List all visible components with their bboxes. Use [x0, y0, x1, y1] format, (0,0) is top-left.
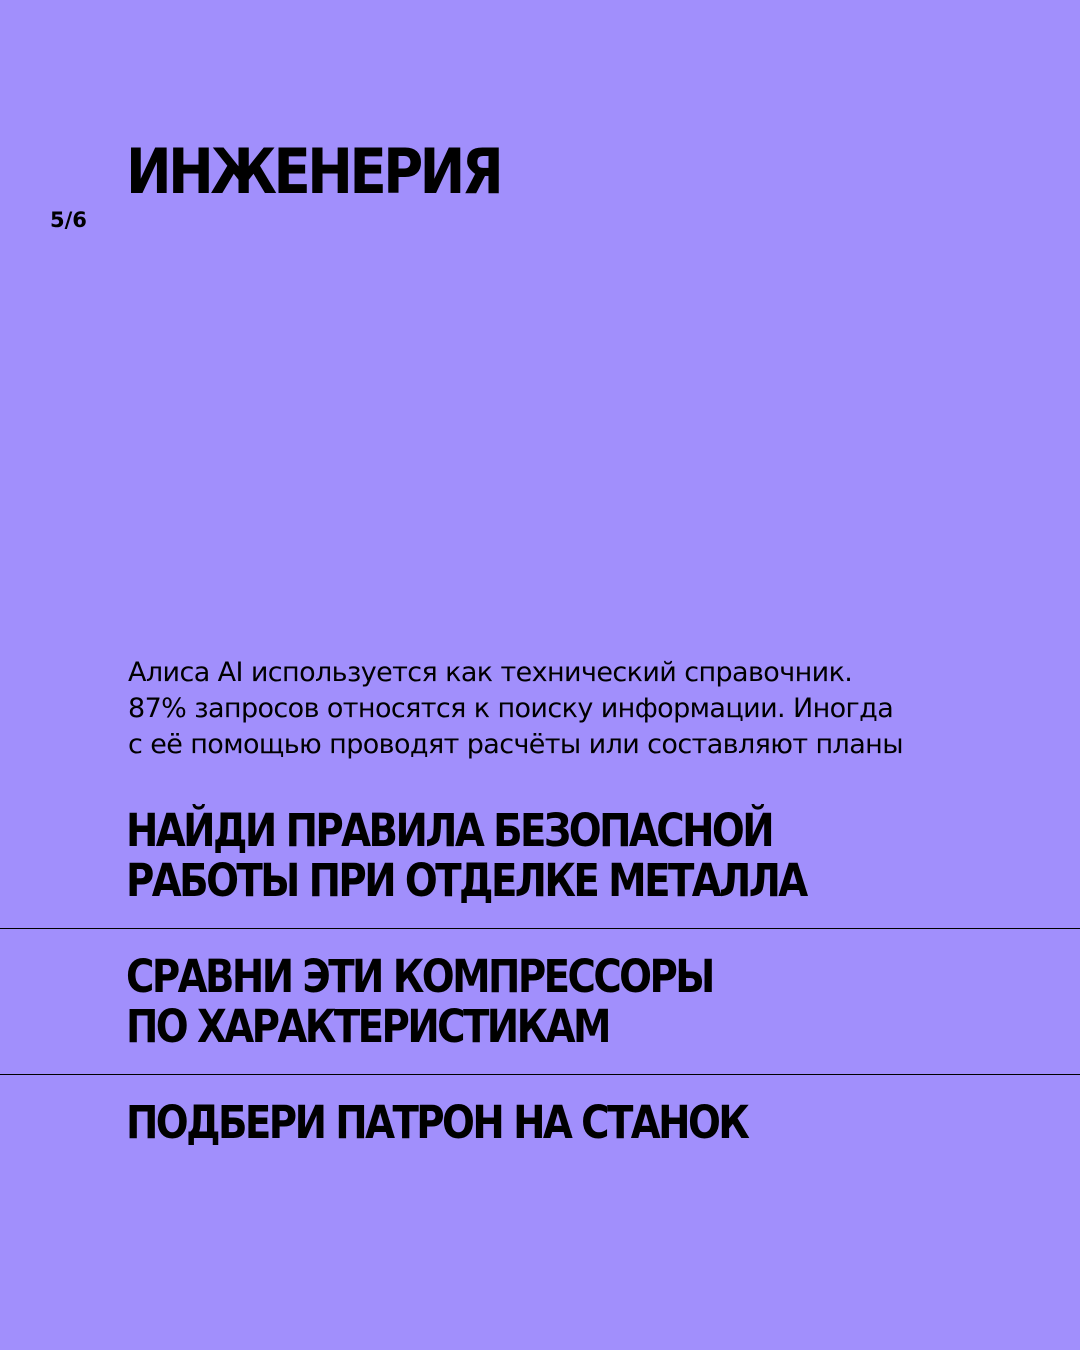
divider — [0, 1074, 1080, 1075]
prompt-line: ПО ХАРАКТЕРИСТИКАМ — [126, 1000, 609, 1053]
prompt-line: НАЙДИ ПРАВИЛА БЕЗОПАСНОЙ — [126, 804, 773, 857]
example-prompt-select-chuck — [126, 1098, 747, 1148]
divider — [0, 928, 1080, 929]
example-prompt-safety-rules — [126, 806, 806, 906]
page-counter: 5/6 — [50, 208, 87, 232]
prompt-line: РАБОТЫ ПРИ ОТДЕЛКЕ МЕТАЛЛА — [126, 854, 806, 907]
prompt-line: СРАВНИ ЭТИ КОМПРЕССОРЫ — [126, 950, 713, 1003]
page-title: ИНЖЕНЕРИЯ — [126, 135, 501, 208]
description-line: 87% запросов относятся к поиску информации. Иногда — [128, 693, 894, 724]
description-line: Алиса AI используется как технический справочник. — [128, 657, 853, 688]
example-prompt-compare-compressors — [126, 952, 713, 1052]
description-text — [128, 655, 1028, 763]
description-line: с её помощью проводят расчёты или составляют планы — [128, 729, 903, 760]
prompt-line: ПОДБЕРИ ПАТРОН НА СТАНОК — [126, 1096, 748, 1149]
